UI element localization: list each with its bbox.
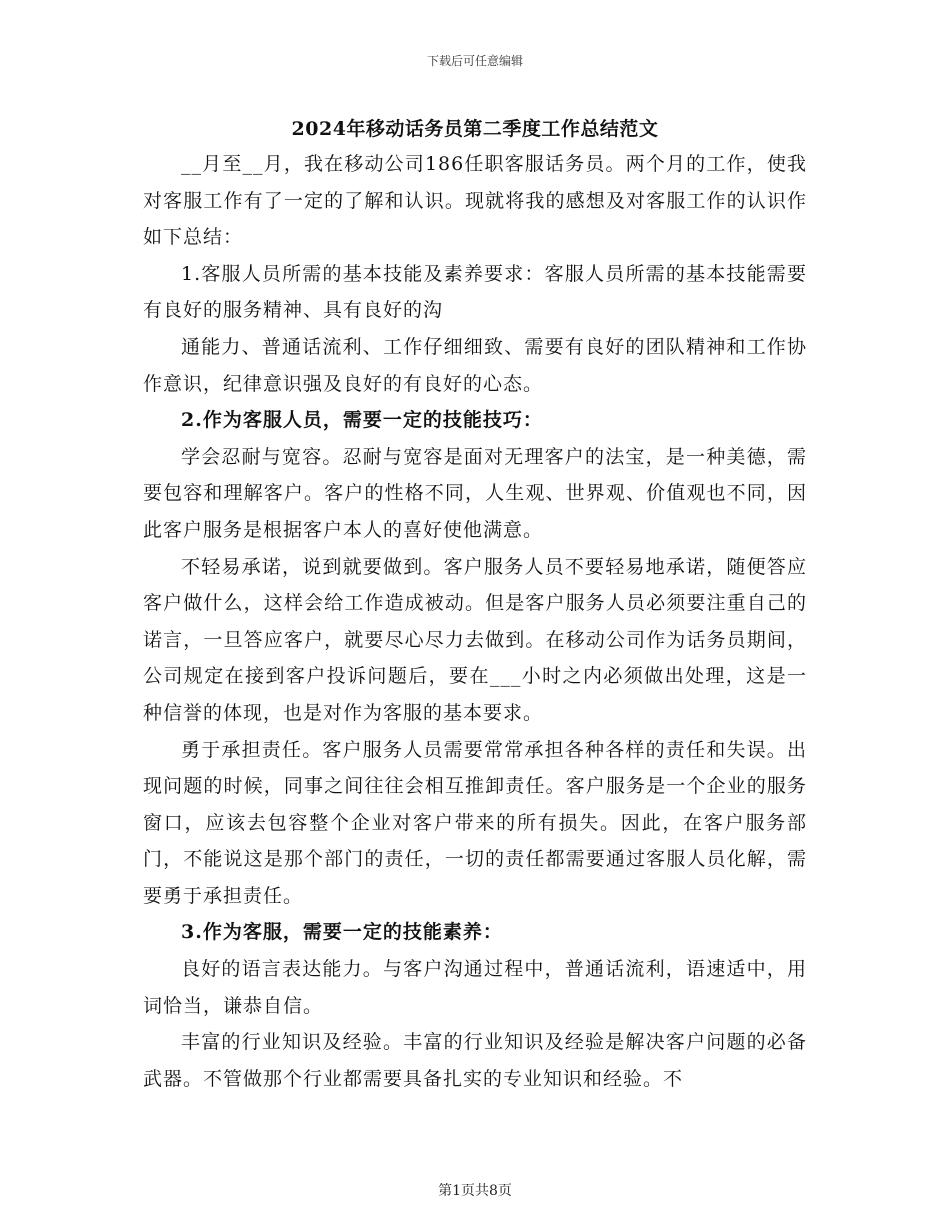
paragraph: __月至__月，我在移动公司186任职客服话务员。两个月的工作，使我对客服工作有了一定的了解和认识。现就将我的感想及对客服工作的认识作如下总结：	[143, 153, 807, 249]
document-title: 2024年移动话务员第二季度工作总结范文	[291, 118, 659, 140]
page-number: 第1页共8页	[438, 1183, 512, 1199]
paragraph: 通能力、普通话流利、工作仔细细致、需要有良好的团队精神和工作协作意识，纪律意识强及良好的有良好的心态。	[143, 335, 807, 395]
paragraph: 良好的语言表达能力。与客户沟通过程中，普通话流利，语速适中，用词恰当，谦恭自信。	[143, 958, 807, 1017]
section-heading: 3.作为客服，需要一定的技能素养：	[181, 921, 503, 944]
paragraph: 丰富的行业知识及经验。丰富的行业知识及经验是解决客户问题的必备武器。不管做那个行业都需要具备扎实的专业知识和经验。不	[143, 1031, 807, 1090]
paragraph: 勇于承担责任。客户服务人员需要常常承担各种各样的责任和失误。出现问题的时候，同事之间往往会相互推卸责任。客户服务是一个企业的服务窗口，应该去包容整个企业对客户带来的所有损失。因此，在客户服务部门，不能说这是那个部门的责任，一切的责任都需要通过客服人员化解，需要勇于承担责任。	[143, 738, 807, 907]
document-body	[143, 146, 807, 1097]
paragraph: 学会忍耐与宽容。忍耐与宽容是面对无理客户的法宝，是一种美德，需要包容和理解客户。客户的性格不同，人生观、世界观、价值观也不同，因此客户服务是根据客户本人的喜好使他满意。	[143, 445, 807, 541]
paragraph: 1.客服人员所需的基本技能及素养要求：客服人员所需的基本技能需要有良好的服务精神、具有良好的沟	[143, 262, 807, 322]
header-note: 下载后可任意编辑	[426, 54, 523, 68]
section-heading: 2.作为客服人员，需要一定的技能技巧：	[181, 409, 543, 432]
paragraph: 不轻易承诺，说到就要做到。客户服务人员不要轻易地承诺，随便答应客户做什么，这样会给工作造成被动。但是客户服务人员必须要注重自己的诺言，一旦答应客户，就要尽心尽力去做到。在移动公司作为话务员期间，公司规定在接到客户投诉问题后，要在___小时之内必须做出处理，这是一种信誉的体现，也是对作为客服的基本要求。	[143, 555, 807, 724]
